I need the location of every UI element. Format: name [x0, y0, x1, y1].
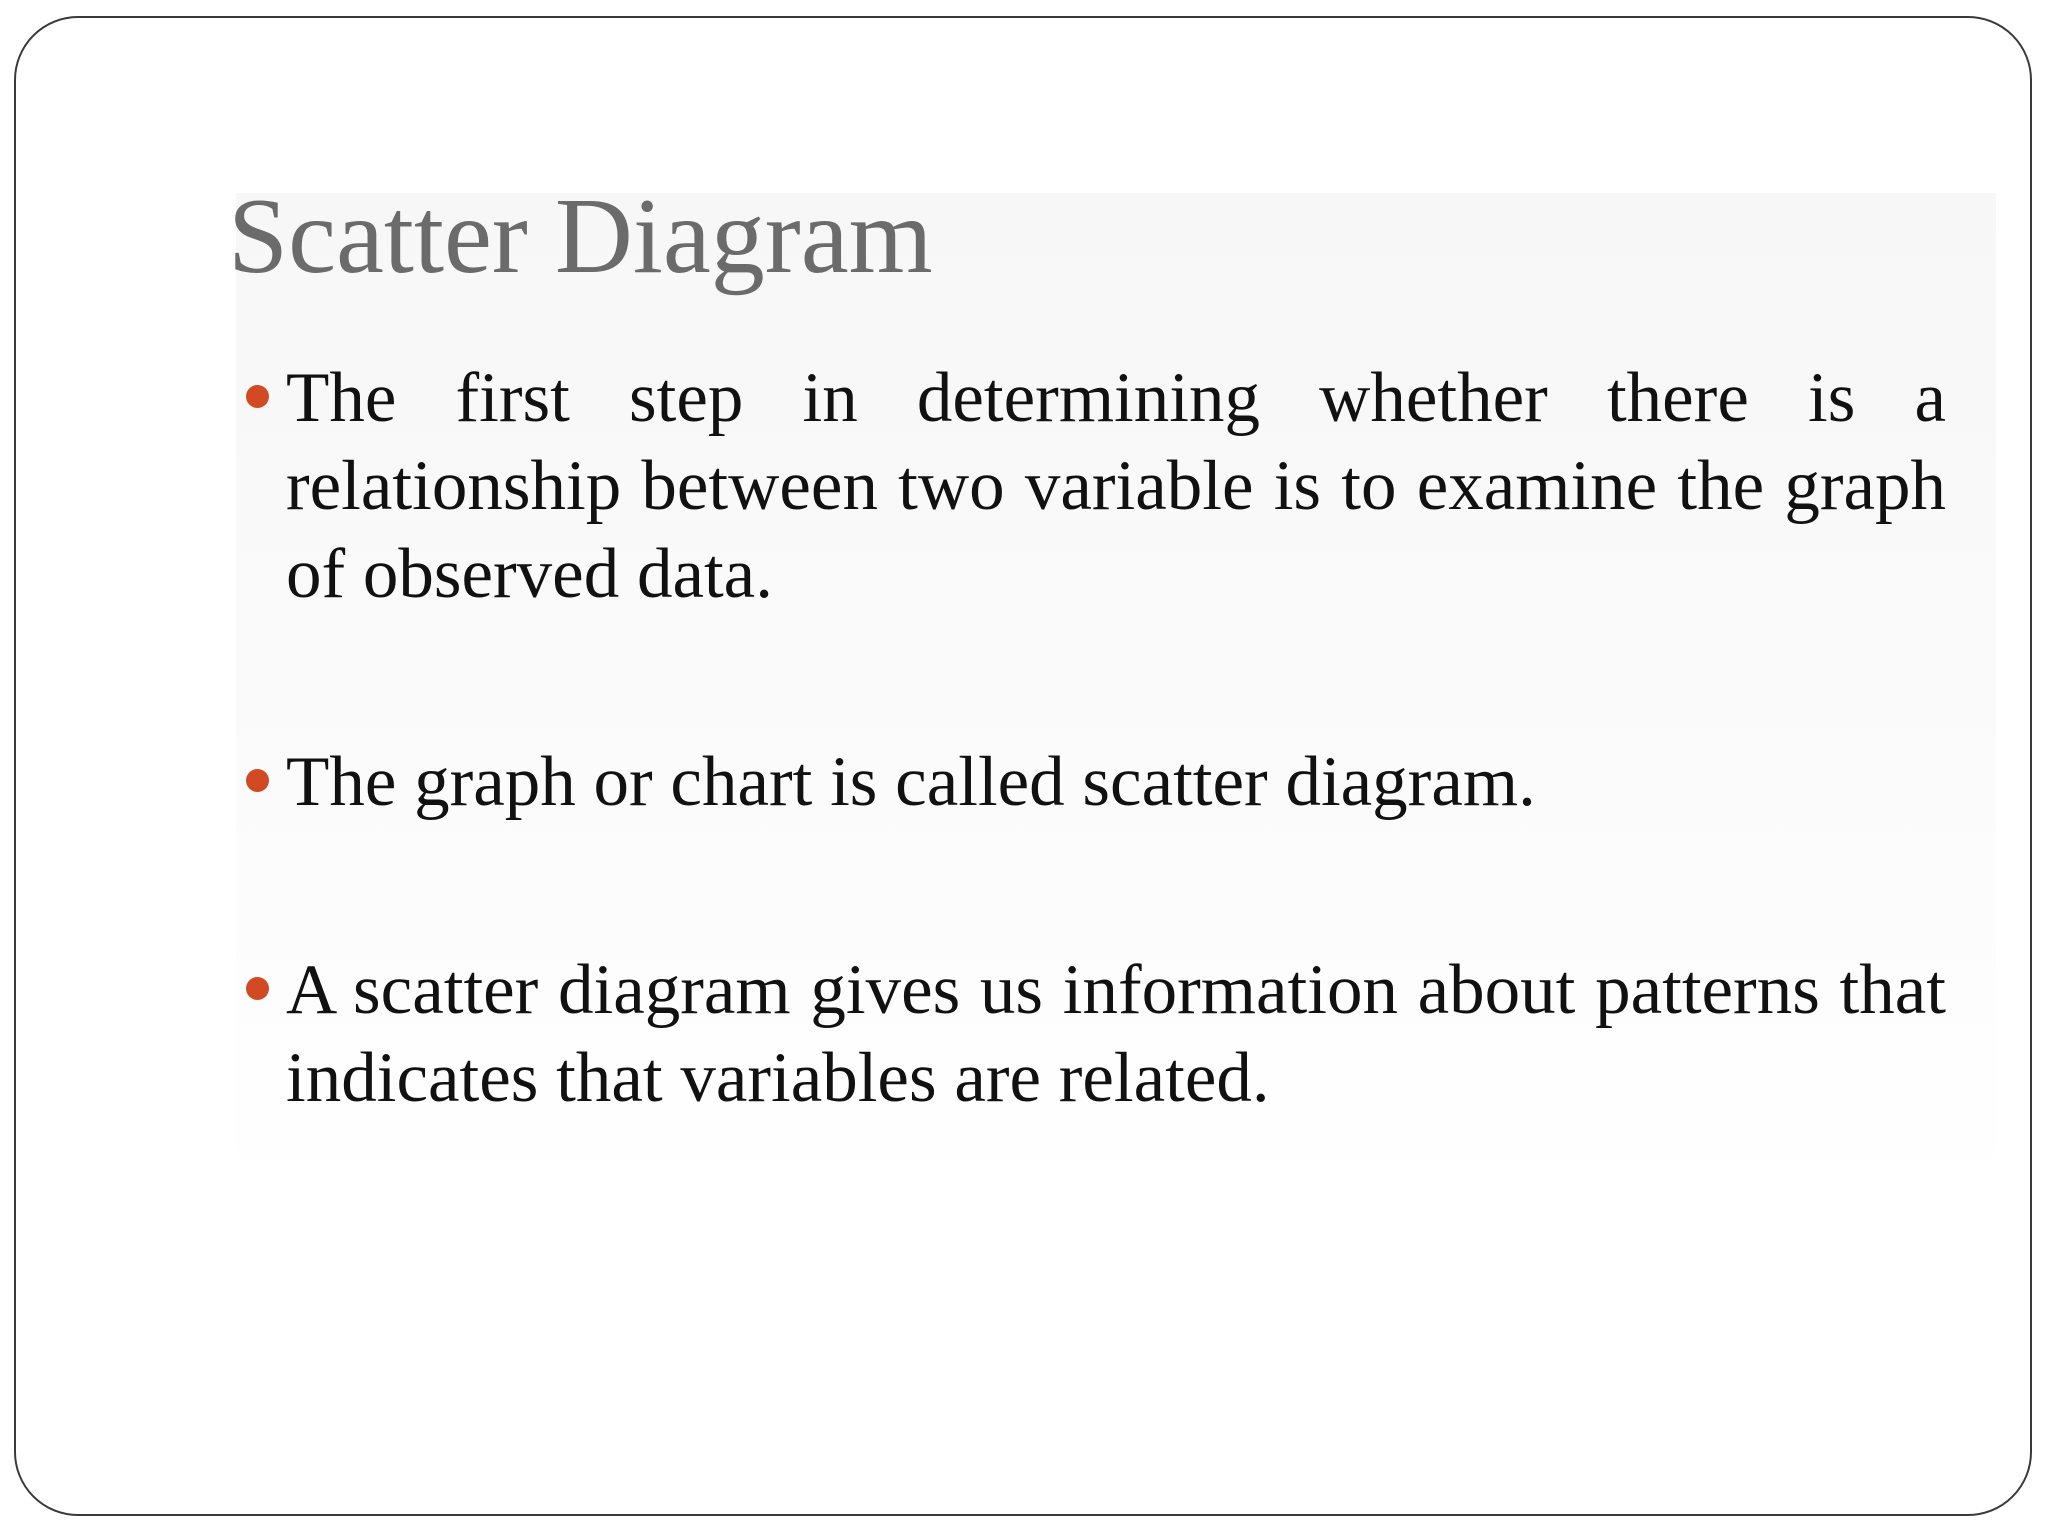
slide-title: Scatter Diagram	[228, 177, 933, 296]
bullet-text: The graph or chart is called scatter diagram.	[286, 743, 1536, 821]
bullet-item	[226, 354, 1946, 618]
bullet-item	[226, 738, 1946, 826]
bullet-item	[226, 946, 1946, 1122]
bullet-text: The first step in determining whether there is a relationship between two variable is to examine the graph of observed data.	[286, 359, 1946, 613]
bullet-list	[226, 354, 1946, 1122]
slide-frame	[14, 16, 2032, 1516]
bullet-dot-icon	[246, 769, 269, 792]
bullet-dot-icon	[246, 977, 269, 1000]
bullet-text: A scatter diagram gives us information about patterns that indicates that variables are related.	[286, 951, 1946, 1117]
bullet-dot-icon	[246, 385, 269, 408]
